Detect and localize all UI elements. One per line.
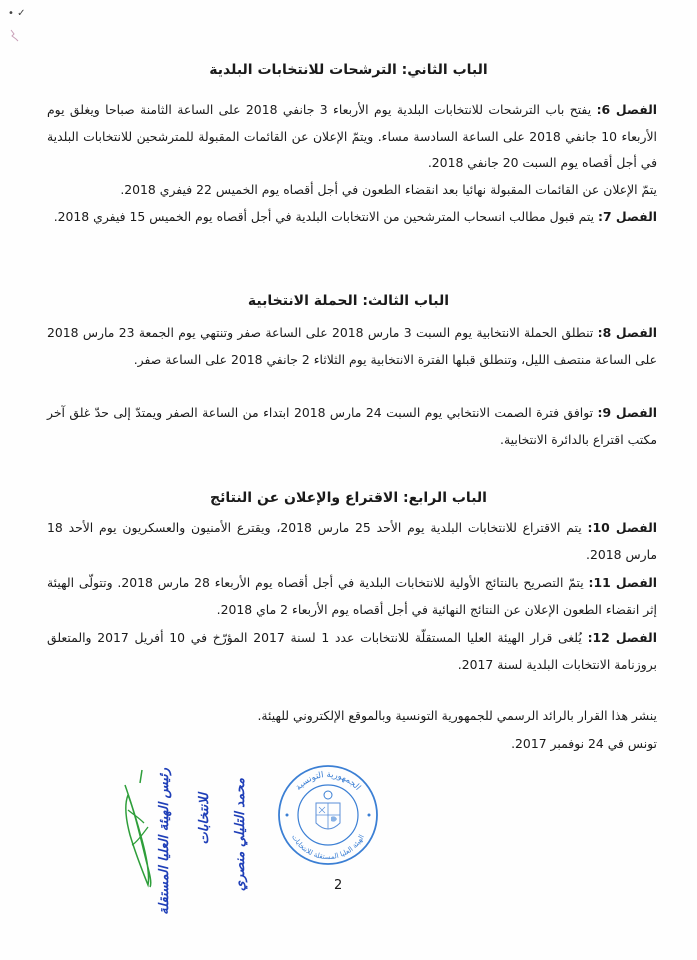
article-6 [47, 97, 657, 177]
chapter-3-heading: الباب الثالث: الحملة الانتخابية [247, 293, 450, 309]
article-11-label: الفصل 11: [588, 575, 658, 590]
article-10 [47, 515, 657, 568]
article-6-label: الفصل 6: [596, 102, 658, 117]
article-7-text: يتم قبول مطالب انسحاب المترشحين من الانتخابات البلدية في أجل أقصاه يوم الخميس 15 فيفري 2018. [53, 209, 598, 224]
article-6-text: يفتح باب الترشحات للانتخابات البلدية يوم الأربعاء 3 جانفي 2018 على الساعة الثامنة صباحا ويغلق يوم الأربعاء 10 جانفي 2018 على الساعة السادسة مساء. ويتمّ الإعلان عن القائمات المقبولة للمترشحين للانتخابات البلدية في أجل أقصاه يوم السبت 20 جانفي 2018. [47, 102, 657, 170]
place-and-date: تونس في 24 نوفمبر 2017. [511, 736, 657, 751]
signatory-title-line-1: رئيس الهيئة العليا المستقلة [157, 768, 172, 915]
corner-marks: • ✓ [8, 8, 26, 19]
page-number: 2 [334, 878, 343, 893]
article-7 [47, 204, 657, 231]
article-9-label: الفصل 9: [597, 405, 657, 420]
chapter-4-heading: الباب الرابع: الاقتراع والإعلان عن النتائج [210, 490, 487, 506]
article-9-text: توافق فترة الصمت الانتخابي يوم السبت 24 مارس 2018 ابتداء من الساعة الصفر ويمتدّ إلى حدّ غلق آخر مكتب اقتراع بالدائرة الانتخابية. [47, 405, 657, 447]
publication-notice: ينشر هذا القرار بالرائد الرسمي للجمهورية التونسية وبالموقع الإلكتروني للهيئة. [257, 708, 657, 723]
article-11-text: يتمّ التصريح بالنتائج الأولية للانتخابات البلدية في أجل أقصاه يوم الأربعاء 28 مارس 2018. وتتولّى الهيئة إثر انقضاء الطعون الإعلان عن النتائج النهائية في أجل أقصاه يوم الأربعاء 2 ماي 2018. [47, 575, 657, 617]
article-12 [47, 625, 657, 678]
article-8-text: تنطلق الحملة الانتخابية يوم السبت 3 مارس 2018 على الساعة صفر وتنتهي يوم الجمعة 23 مارس 2018 على الساعة منتصف الليل، وتنطلق قبلها الفترة الانتخابية يوم الثلاثاء 2 جانفي 2018 على الساعة صفر. [47, 325, 657, 367]
chapter-2-heading: الباب الثاني: الترشحات للانتخابات البلدية [209, 62, 488, 78]
article-12-text: يُلغى قرار الهيئة العليا المستقلّة للانتخابات عدد 1 لسنة 2017 المؤرّخ في 10 أفريل 2017 والمتعلق بروزنامة الانتخابات البلدية لسنة 2017. [47, 630, 657, 672]
article-10-label: الفصل 10: [587, 520, 658, 535]
article-11 [47, 570, 657, 623]
article-10-text: يتم الاقتراع للانتخابات البلدية يوم الأحد 25 مارس 2018، ويقترع الأمنيون والعسكريون يوم الأحد 18 مارس 2018. [47, 520, 657, 562]
signatory-title-line-2: للانتخابات [197, 793, 212, 845]
handwritten-signatory-block [155, 768, 275, 938]
svg-text:الهيئة العليا المستقلة للانتخا: الهيئة العليا المستقلة للانتخابات [290, 833, 366, 862]
article-12-label: الفصل 12: [587, 630, 657, 645]
svg-text:الجمهورية التونسية: الجمهورية التونسية [293, 769, 363, 793]
article-8 [47, 320, 657, 373]
signatory-name: محمد التليلي منصري [233, 778, 248, 892]
article-9 [47, 400, 657, 453]
official-stamp-icon [276, 763, 380, 867]
corner-scribble-icon [10, 28, 20, 42]
signature-scribble-icon [120, 765, 160, 890]
article-8-label: الفصل 8: [597, 325, 658, 340]
article-6-continued: يتمّ الإعلان عن القائمات المقبولة نهائيا بعد انقضاء الطعون في أجل أقصاه يوم الخميس 22 فيفري 2018. [120, 182, 657, 197]
article-7-label: الفصل 7: [598, 209, 657, 224]
